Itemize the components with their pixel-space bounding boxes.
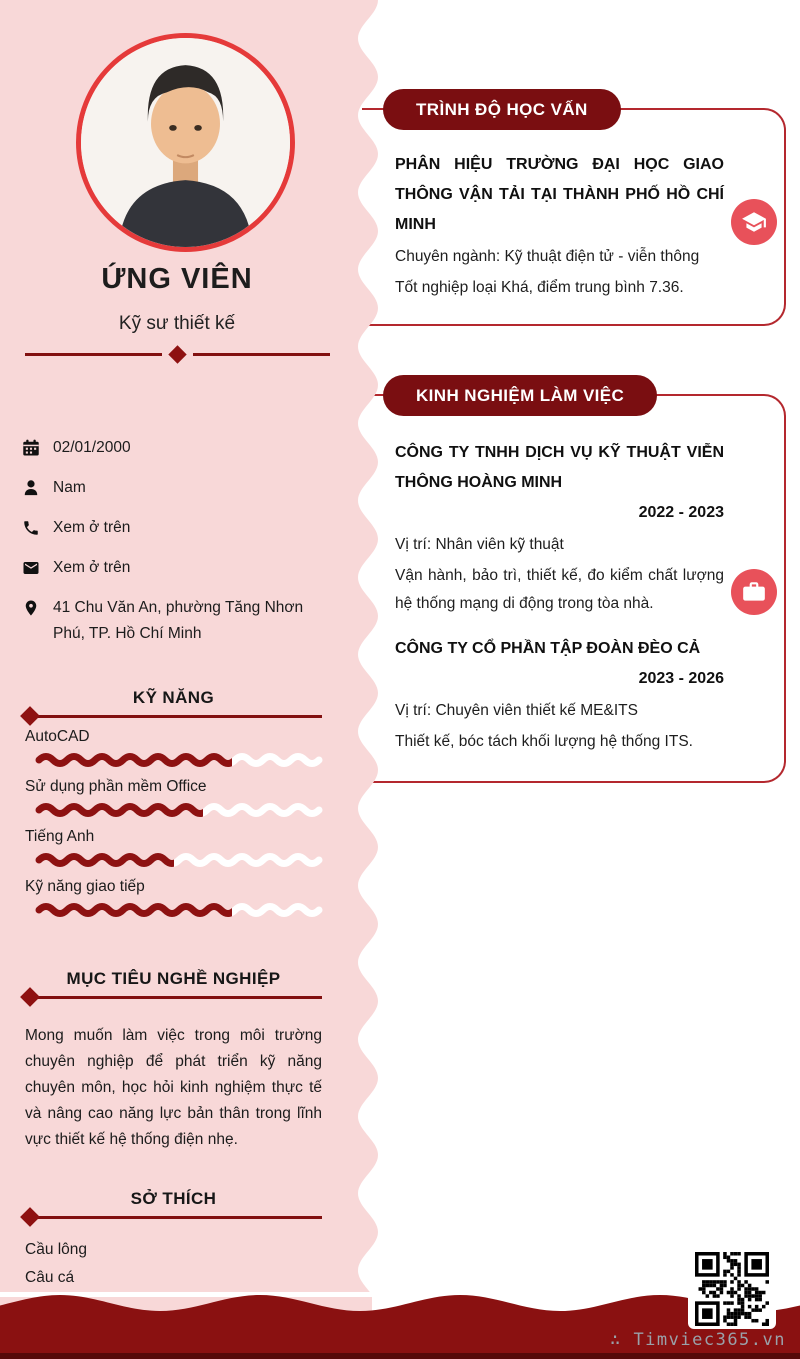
- qr-code-card: [688, 1248, 776, 1329]
- graduation-cap-icon: [741, 209, 767, 235]
- job-description: Thiết kế, bóc tách khối lượng hệ thống ITS.: [395, 733, 693, 750]
- briefcase-icon: [741, 579, 767, 605]
- phone-icon: [22, 519, 40, 537]
- education-card: [362, 100, 786, 326]
- location-icon: [22, 599, 40, 617]
- skill-progress-bar: [35, 752, 325, 768]
- watermark-text: ∴ Timviec365.vn: [609, 1330, 786, 1350]
- experience-badge: KINH NGHIỆM LÀM VIỆC: [383, 375, 657, 416]
- job-position: Vị trí: Nhân viên kỹ thuật: [395, 536, 564, 553]
- job-period: 2022 - 2023: [638, 504, 724, 521]
- section-rule: [25, 1216, 322, 1219]
- company-name: CÔNG TY TNHH DỊCH VỤ KỸ THUẬT VIỄN THÔNG HOÀNG MINH: [395, 444, 724, 491]
- candidate-job-title: Kỹ sư thiết kế: [118, 313, 236, 334]
- education-body: [362, 110, 784, 302]
- job-position: Vị trí: Chuyên viên thiết kế ME&ITS: [395, 702, 638, 719]
- school-name: PHÂN HIỆU TRƯỜNG ĐẠI HỌC GIAO THÔNG VẬN TẢI TẠI THÀNH PHỐ HỒ CHÍ MINH: [395, 156, 724, 233]
- profile-photo: [76, 33, 295, 252]
- name-divider: [25, 348, 330, 361]
- hobby-item: Cầu lông: [25, 1241, 88, 1258]
- hobbies-header: SỞ THÍCH: [130, 1189, 217, 1208]
- hobby-item: Câu cá: [25, 1269, 75, 1286]
- birthday-value: 02/01/2000: [53, 439, 131, 456]
- hobbies-section: [25, 1189, 322, 1291]
- company-name: CÔNG TY CỔ PHẦN TẬP ĐOÀN ĐÈO CẢ: [395, 640, 701, 657]
- qr-code: [695, 1252, 769, 1326]
- education-major: Chuyên ngành: Kỹ thuật điện tử - viễn thông: [395, 248, 700, 265]
- hobby-list: [25, 1237, 322, 1291]
- contact-item-gender: [22, 475, 322, 501]
- experience-icon-circle: [731, 569, 777, 615]
- sidebar: [0, 0, 400, 1292]
- candidate-name: ỨNG VIÊN: [101, 263, 253, 295]
- phone-value: Xem ở trên: [53, 519, 131, 536]
- section-rule: [25, 715, 322, 718]
- skill-progress-bar: [35, 902, 325, 918]
- skill-item: [25, 824, 322, 868]
- job-period: 2023 - 2026: [638, 670, 724, 687]
- email-icon: [22, 559, 40, 577]
- experience-card: [362, 386, 786, 783]
- education-badge: TRÌNH ĐỘ HỌC VẤN: [383, 89, 621, 130]
- objective-header: MỤC TIÊU NGHỀ NGHIỆP: [66, 969, 281, 988]
- footer-bottom-strip: [0, 1353, 800, 1359]
- education-icon-circle: [731, 199, 777, 245]
- contact-list: [22, 435, 322, 661]
- education-result: Tốt nghiệp loại Khá, điểm trung bình 7.36.: [395, 279, 684, 296]
- portrait-placeholder-image: [81, 38, 290, 247]
- person-icon: [22, 479, 40, 497]
- skill-item: [25, 774, 322, 818]
- contact-item-address: [22, 595, 322, 647]
- contact-item-phone: [22, 515, 322, 541]
- email-value: Xem ở trên: [53, 559, 131, 576]
- skill-item: [25, 724, 322, 768]
- skill-label: Kỹ năng giao tiếp: [25, 878, 145, 895]
- experience-body: [362, 396, 784, 756]
- gender-value: Nam: [53, 479, 86, 496]
- diamond-ornament: [168, 345, 186, 363]
- skill-progress-bar: [35, 852, 325, 868]
- sidebar-wave-edge: [345, 0, 385, 1292]
- skill-label: Sử dụng phần mềm Office: [25, 778, 207, 795]
- job-entry: [395, 438, 724, 618]
- contact-item-email: [22, 555, 322, 581]
- skill-label: AutoCAD: [25, 728, 90, 745]
- contact-item-birthday: [22, 435, 322, 461]
- skills-header: KỸ NĂNG: [132, 688, 215, 707]
- objective-section: [25, 969, 322, 1153]
- address-value: 41 Chu Văn An, phường Tăng Nhơn Phú, TP. Hồ Chí Minh: [53, 599, 304, 642]
- section-rule: [25, 996, 322, 999]
- job-description: Vận hành, bảo trì, thiết kế, đo kiểm chất lượng hệ thống mạng di động trong tòa nhà.: [395, 567, 724, 612]
- job-entry: [395, 634, 724, 756]
- skill-progress-bar: [35, 802, 325, 818]
- calendar-icon: [22, 439, 40, 457]
- skill-item: [25, 874, 322, 918]
- objective-text: Mong muốn làm việc trong môi trường chuyên nghiệp để phát triển kỹ năng chuyên môn, học hỏi kinh nghiệm thực tế và nâng cao năng lực bản thân trong lĩnh vực thiết kế hệ thống điện nhẹ.: [25, 1027, 322, 1148]
- skill-label: Tiếng Anh: [25, 828, 95, 845]
- skills-section: [25, 688, 322, 918]
